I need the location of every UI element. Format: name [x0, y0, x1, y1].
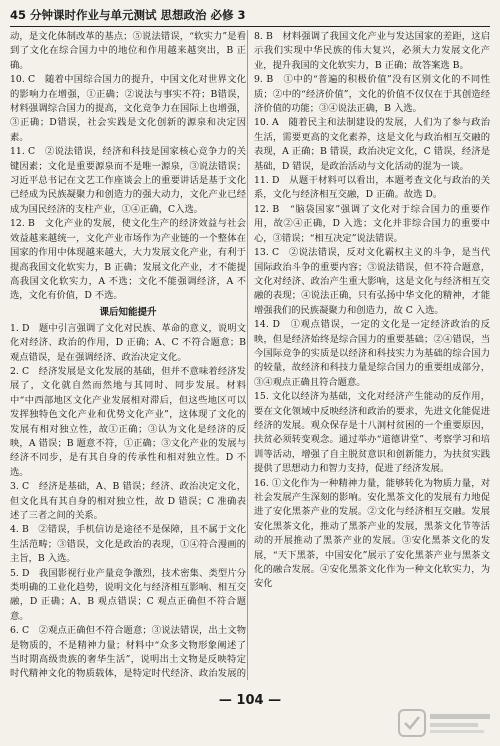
section-title: 课后知能提升	[99, 306, 157, 318]
watermark-logo	[398, 708, 494, 738]
running-header	[10, 4, 490, 27]
answer-item-16: 16. ①文化作为一种精神力量，能够转化为物质力量，对社会发展产生深刻的影响。安化黑茶文化的发展有力地促进了安化黑茶产业的发展。②文化与经济相互交融。发展安化黑茶文化，推动了黑茶产业的发展，黑茶文化节等活动的开展推动了黑茶产业的发展。③安化黑茶文化的发展，“天下黑茶，中国安化”展示了安化黑茶产业与黑茶文化的融合发展。④安化黑茶文化作为一种文化软实力，为安化	[254, 477, 490, 590]
left-column	[10, 30, 246, 682]
answer-item-14: 14. D ①观点错误，一定的文化是一定经济政治的反映，但是经济始终是综合国力的重要基础；②④错误，当今国际竞争的实质是以经济和科技实力为基础的综合国力的较量，故经济和科技力量是综合国力的重要组成部分，③④观点正确且符合题意。	[254, 319, 490, 388]
answer-item-1: 1. D 题中引言强调了文化对民族、革命的意义，说明文化对经济、政治的作用，D 正确；A、C 不符合题意；B 观点错误，是在强调经济、政治决定文化。	[10, 322, 246, 363]
answer-item-13: 13. C ②说法错误，反对文化霸权主义的斗争，是当代国际政治斗争的重要内容；③说法错误，但不符合题意，文化对经济、政治产生重大影响，这是文化与经济相互交融的表现；④说法正确，只有弘扬中华文化的精神，才能增强我们的民族凝聚力和创造力，故 C 入选。	[254, 247, 490, 316]
answer-text: 动，是文化体制改革的基点；⑤说法错误，“软实力”是看到了文化在综合国力中的地位和作用越来越突出，B 正确。	[10, 31, 246, 71]
answer-item-8: 8. B 材料强调了我国文化产业与发达国家的差距，这启示我们实现中华民族的伟大复兴，必须大力发展文化产业，提升我国的文化软实力，B 正确；故答案选 B。	[254, 31, 490, 71]
answer-item-15: 15. 文化以经济为基础，文化对经济产生能动的反作用，要在文化领域中反映经济和政治的要求，先进文化能促进经济的发展。观众保存是十八洞村贫困的一个重要原因，扶贫必须转变观念。通过举办“道德讲堂”、考察学习和培训等活动，增强了自主脱贫意识和创新能力，为扶贫实践提供了思想动力和智力支持，促进了经济发展。	[254, 391, 490, 475]
answer-item-6: 6. C ②观点正确但不符合题意；③说法错误，出土文物是物质的，不是精神力量；材料中“众多文物形象阐述了当时期高级贵族的奢华生活”，说明出土文物是反映特定时代精神文化的物质载体，是特定时代经济、政治发展的	[10, 625, 246, 680]
right-column	[254, 30, 490, 682]
answer-item-10: 10. C 随着中国综合国力的提升，中国文化对世界文化的影响力在增强，①正确；②说法与事实不符；B错误，材料强调综合国力的提高，文化竞争力在国际上也增强，③正确；D错误，社会实践是文化创新的源泉和决定因素。	[10, 74, 246, 143]
answer-item-12b: 12. B “脑袋国家”强调了文化对于综合国力的重要作用，故②④正确，D 入选；文化并非综合国力的重要中心，③错误；“相互决定”说法错误。	[254, 203, 490, 244]
answer-item-2: 2. C 经济发展是文化发展的基础，但并不意味着经济发展了，文化就自然而然地与其同时、同步发展。材料中“中西部地区文化产业发展相对滞后，但这些地区可以发挥独特色文化产业和优势文化产业”，这体现了文化的发展有相对独立性，故①正确；③认为文化是经济的反映，A 错误；B 题意不符，①正确；③文化产业的发展与经济不同步，是有其自身的传承性和相对独立性。D 不选。	[10, 365, 246, 478]
answer-item-11b: 11. D 从题干材料可以看出，本题考查文化与政治的关系，文化与经济相互交融，D 正确。故选 D。	[254, 175, 490, 201]
answer-item-9: 9. B ①中的“普遍的积极价值”没有区别文化的不同性质；②中的“经济价值”，文化的价值不仅仅在于其创造经济价值的功能；③④说法正确，B 入选。	[254, 74, 490, 115]
answer-item-12: 12. B 文化产业的发展，使文化生产的经济效益与社会效益越来越统一，文化产业市场作为产业链的一个整体在国家的作用中体现越来越大，大力发展文化产业，有利于提高我国文化软实力，B 正确；发展文化产业，才不能提高我国文化软实力，A 不选；文化不能强调经济，A 不选，文化有价值，D 不选。	[10, 218, 246, 302]
answer-item-3: 3. C 经济是基础，A、B 错误；经济、政治决定文化，但文化具有其自身的相对独立性，故 D 错误；C 准确表述了三者之间的关系。	[10, 481, 246, 521]
header-title: 45 分钟课时作业与单元测试 思想政治 必修 3	[10, 8, 246, 22]
answer-item-10b: 10. A 随着民主和法制建设的发展，人们为了参与政治生活，需要更高的文化素养，这是文化与政治相互交融的表现，A 正确；B 错误，政治决定文化，C 错误，经济是基础，D 错误，是政治活动与文化活动的混为一谈。	[254, 117, 490, 172]
column-divider	[247, 30, 248, 680]
page-number: — 104 —	[218, 693, 282, 708]
answer-item-4: 4. B ②错误，手机信访是途径不是保障，且不属于文化生活范畴；③错误，文化是政治的表现，①④符合漫画的主旨，B 入选。	[10, 524, 246, 565]
answer-item-5: 5. D 我国影视行业产量竞争激烈，技术密集、类型片分类明确的工业化趋势，说明文化与经济相互影响、相互交融，D 正确；A、B 观点错误；C 观点正确但不符合题意。	[10, 567, 246, 622]
answer-item-11: 11. C ②说法错误，经济和科技是国家核心竞争力的关键因素；文化是重要源泉而不是唯一源泉，③说法错误；习近平总书记在文艺工作座谈会上的重要讲话是基于文化已经成为民族凝聚力和创造力的强大动力，文化产业已经成为国民经济的支柱产业，①④正确，C入选。	[10, 146, 246, 215]
